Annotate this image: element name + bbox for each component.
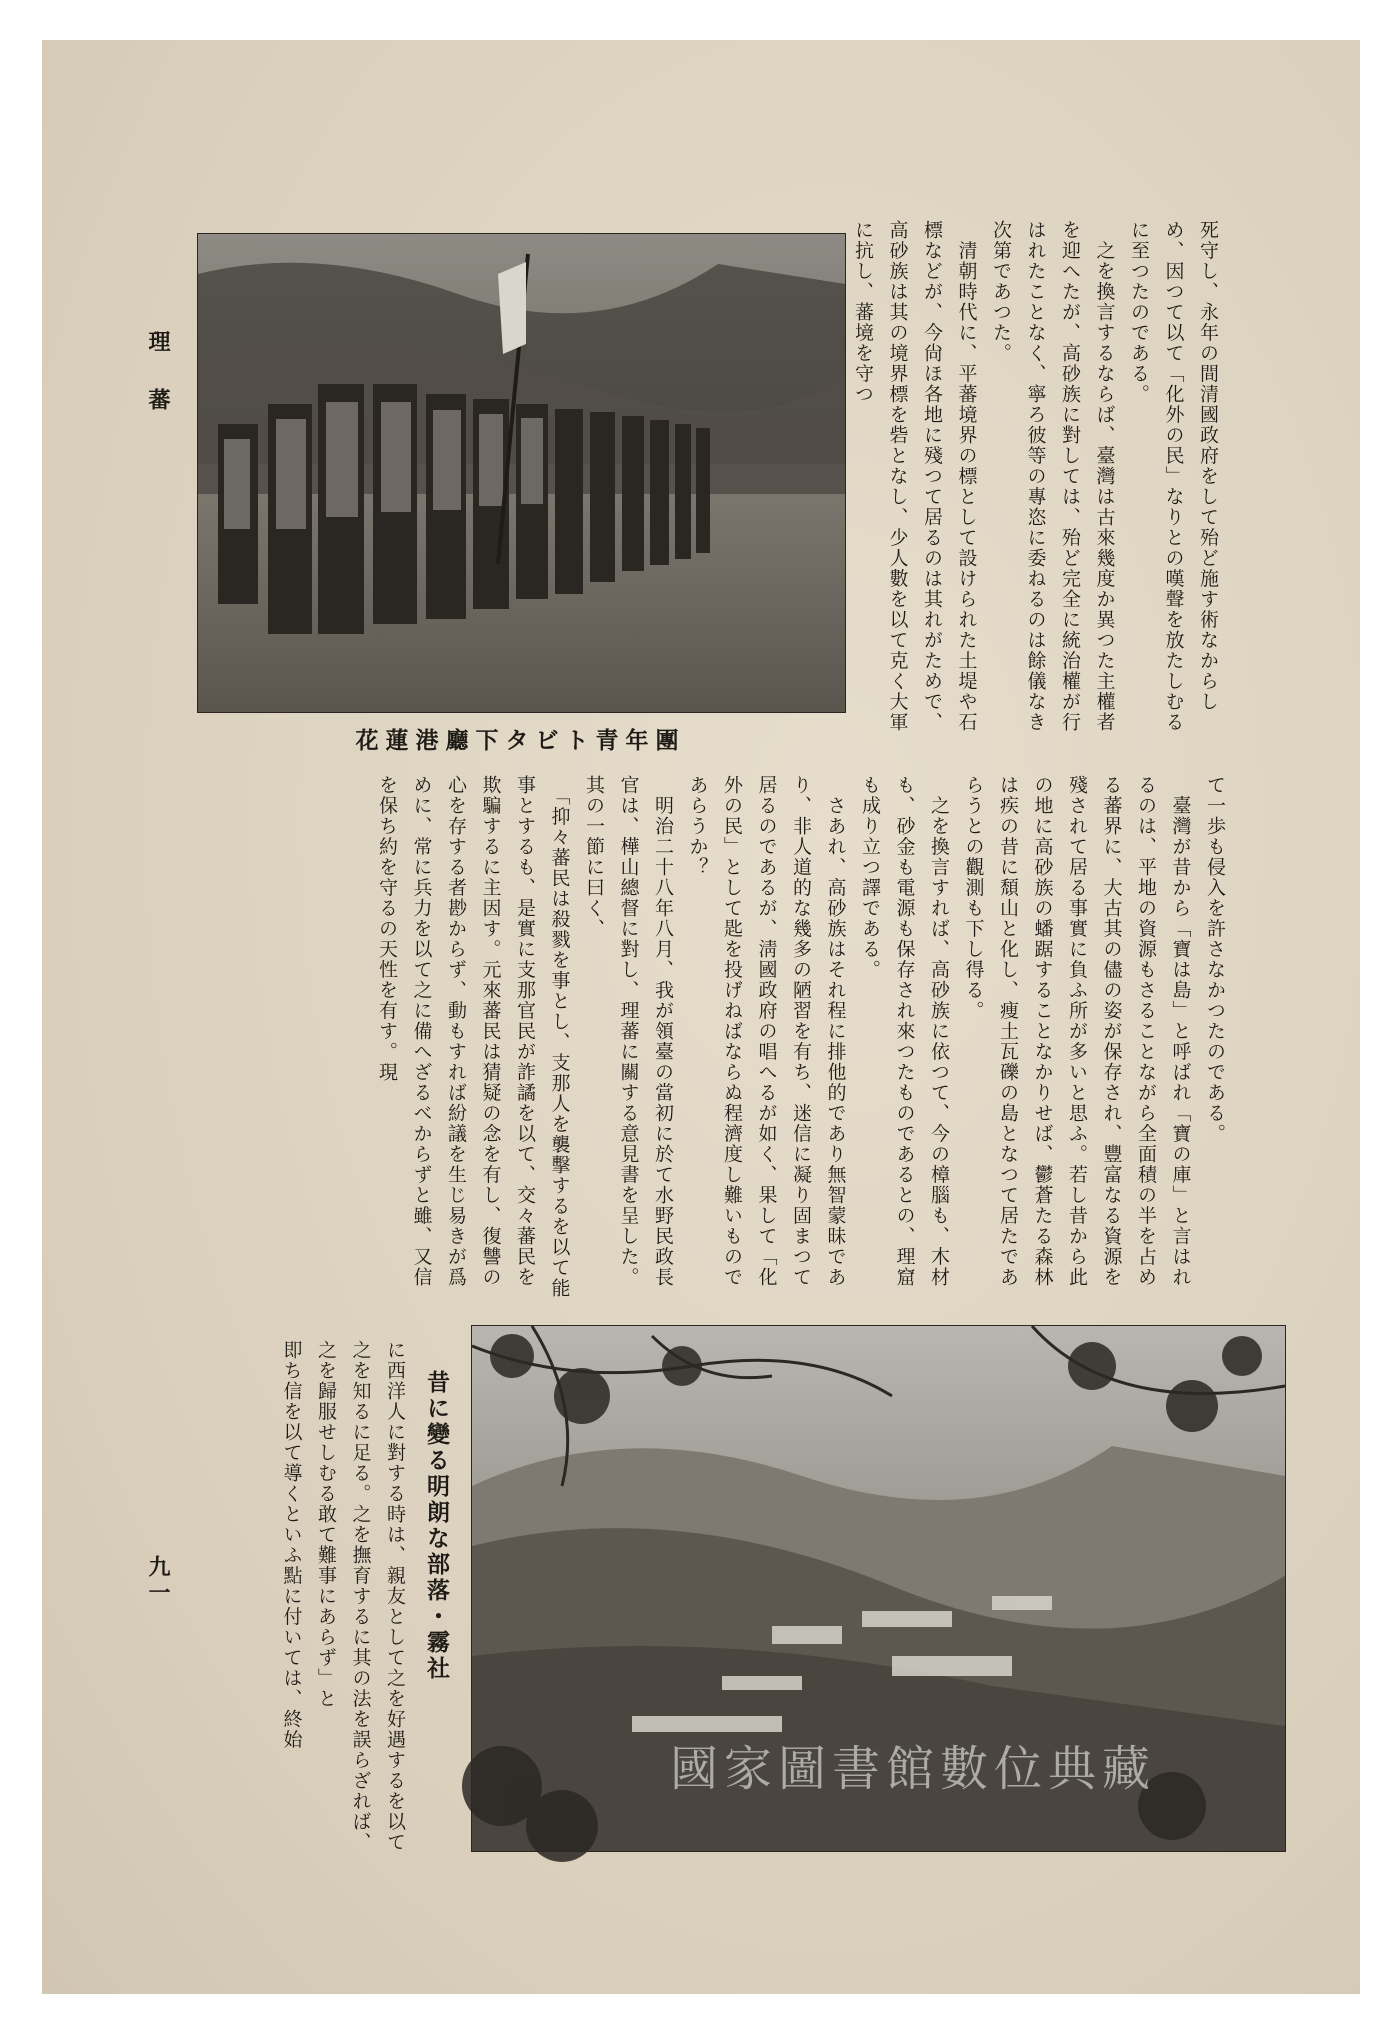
lower-left-text: に西洋人に對する時は、親友として之を好遇するを以て之を知るに足る。之を撫育するに其の法を誤らざれば、之を歸服せしむる敢て難事にあらず」と 即ち信を以て導くといふ點に付いては、終始 [280,1340,406,1853]
upper-right-text: 死守し、永年の間清國政府をして殆ど施す術なからしめ、因つて以て「化外の民」なりとの嘆聲を放たしむるに至つたのである。 之を換言するならば、臺灣は古來幾度か異つた主權者を迎へたが、高砂族に對しては、殆ど完全に統治權が行はれたことなく、寧ろ彼等の專恣に委ねるのは餘儀なき次第であつた。 清朝時代に、平蕃境界の標として設けられた土堤や石標などが、今尙ほ各地に殘つて居るのは其れがためで、高砂族は其の境界標を砦となし、少人數を以て克く大軍に抗し、蕃境を守つ [852,220,1219,733]
bottom-photo-caption: 昔に變る明朗な部落・霧社 [423,1370,450,1682]
youth-corps-image [198,234,845,712]
page-number: 九一 [145,1555,171,1607]
section-title: 理蕃 [145,330,171,446]
top-photo-caption: 花蓮港廳下タビト青年團 [355,727,686,754]
middle-text: て一歩も侵入を許さなかつたのである。 臺灣が昔から「寶は島」と呼ばれ「寶の庫」と言はれるのは、平地の資源もさることながら全面積の半を占める蕃界に、大古其の儘の姿が保存され、豐富なる資源を殘されて居る事實に負ふ所が多いと思ふ。若し昔から此の地に高砂族の蟠踞することなかりせば、鬱蒼たる森林は疾の昔に頹山と化し、痩土瓦礫の島となつて居たであらうとの觀測も下し得る。 之を換言すれば、高砂族に依つて、今の樟腦も、木材も、砂金も電源も保存され來つたものであるとの、理窟も成り立つ譯である。 さあれ、高砂族はそれ程に排他的であり無智蒙昧であり、非人道的な幾多の陋習を有ち、迷信に凝り固まつて居るのであるが、淸國政府の唱へるが如く、果して「化外の民」として匙を投げねばならぬ程濟度し難いものであらうか？ 明治二十八年八月、我が領臺の當初に於て水野民政長官は、樺山總督に對し、理蕃に關する意見書を呈した。其の一節に曰く、 「抑々蕃民は殺戮を事とし、支那人を襲擊するを以て能事とするも、是實に支那官民が詐譎を以て、交々蕃民を欺騙するに主因す。元來蕃民は猜疑の念を有し、復讐の心を存する者尠からず、動もすれば紛議を生じ易きが爲めに、常に兵力を以て之に備へざるべからずと雖、又信を保ち約を守るの天性を有す。現 [376,775,1226,1299]
youth-corps-photo [197,233,846,713]
library-watermark: 國家圖書館數位典藏 [670,1741,1157,1797]
